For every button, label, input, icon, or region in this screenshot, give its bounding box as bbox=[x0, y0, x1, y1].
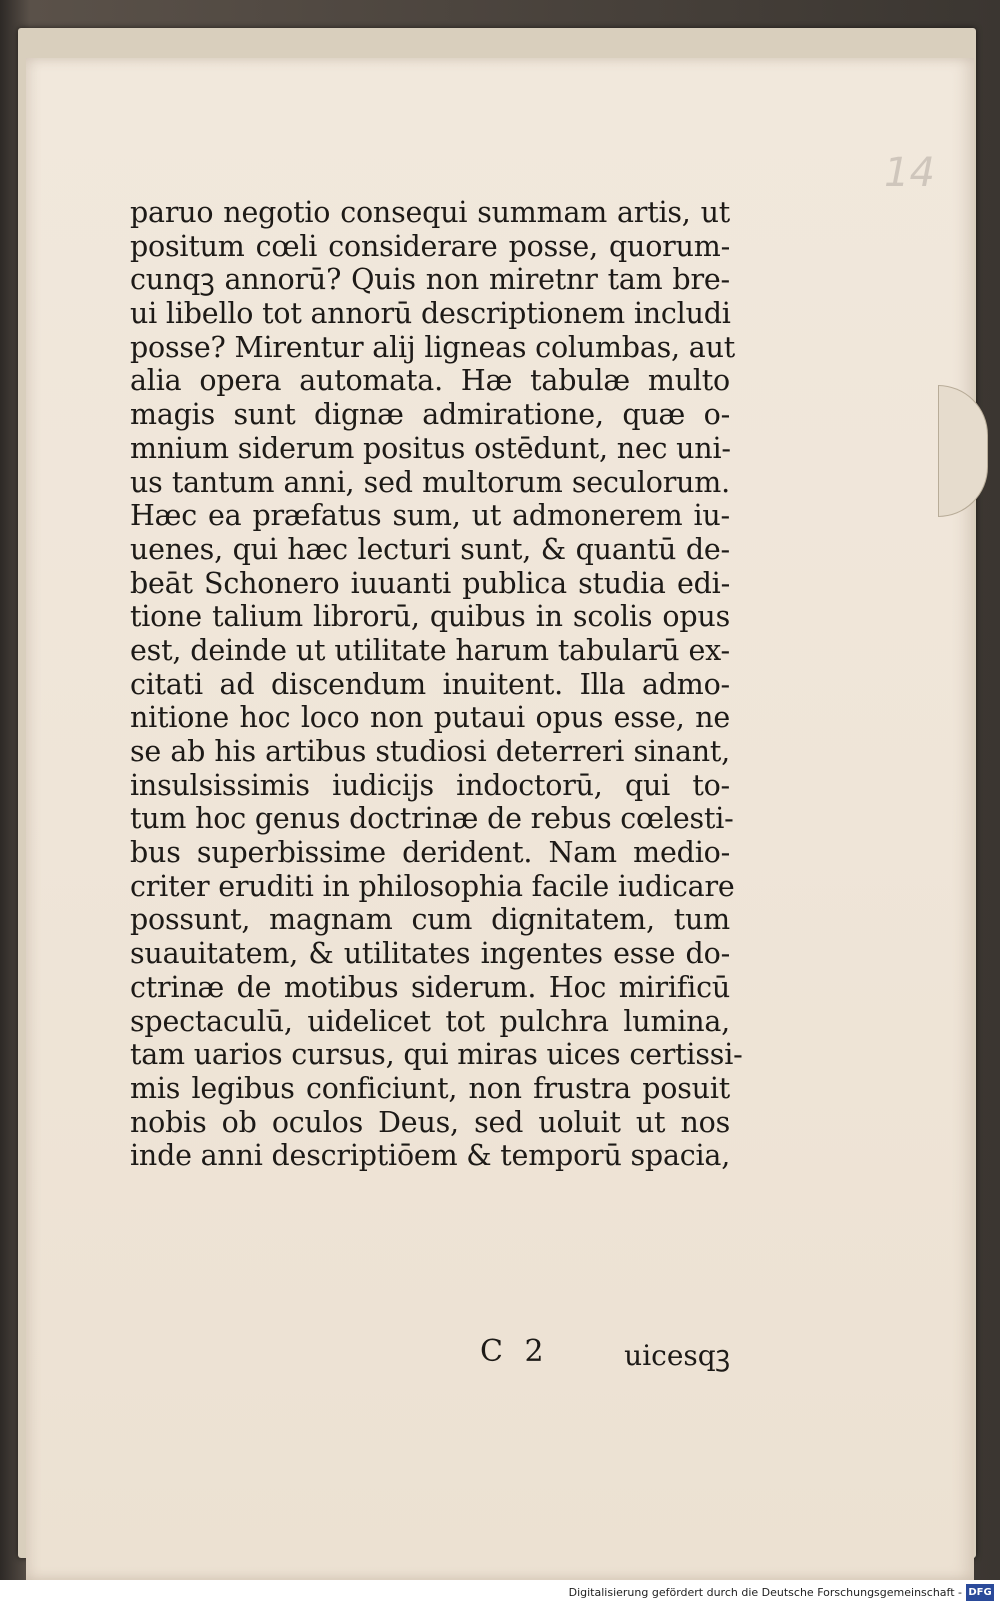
text-line: tione talium librorū, quibus in scolis opus bbox=[130, 600, 730, 634]
text-line: tum hoc genus doctrinæ de rebus cœlesti- bbox=[130, 802, 734, 836]
text-line: nobis ob oculos Deus, sed uoluit ut nos bbox=[130, 1105, 730, 1139]
text-line: insulsissimis iudicijs indoctorū, qui to- bbox=[130, 768, 730, 802]
thumb-tab bbox=[938, 385, 988, 517]
text-line: alia opera automata. Hæ tabulæ multo bbox=[130, 364, 730, 398]
text-line: est, deinde ut utilitate harum tabularū ex- bbox=[130, 633, 730, 667]
text-line: cunqꝫ annorū? Quis non miretnr tam bre- bbox=[130, 263, 730, 297]
text-line: ctrinæ de motibus siderum. Hoc mirificū bbox=[130, 970, 730, 1004]
text-line: suauitatem, & utilitates ingentes esse do- bbox=[130, 937, 730, 971]
text-line: bus superbissime derident. Nam medio- bbox=[130, 836, 730, 870]
text-line: paruo negotio consequi summam artis, ut bbox=[130, 196, 730, 229]
text-line: citati ad discendum inuitent. Illa admo- bbox=[130, 667, 730, 701]
text-block bbox=[130, 196, 743, 1173]
text-line: spectaculū, uidelicet tot pulchra lumina, bbox=[130, 1004, 730, 1038]
book-page bbox=[26, 58, 974, 1580]
text-line: inde anni descriptiōem & temporū spacia, bbox=[130, 1139, 731, 1173]
footer-bar bbox=[0, 1580, 1000, 1607]
text-line: magis sunt dignæ admiratione, quæ o- bbox=[130, 398, 730, 432]
text-line: possunt, magnam cum dignitatem, tum bbox=[130, 903, 730, 937]
text-line: se ab his artibus studiosi deterreri sinant, bbox=[130, 735, 730, 768]
page-edge bbox=[18, 28, 976, 1558]
text-line: mis legibus conficiunt, non frustra posuit bbox=[130, 1071, 730, 1105]
page-footer-row bbox=[130, 1334, 730, 1374]
catchword: uicesqꝫ bbox=[624, 1339, 730, 1372]
text-line: posse? Mirentur alij ligneas columbas, aut bbox=[130, 330, 735, 364]
text-line: positum cœli considerare posse, quorum- bbox=[130, 229, 730, 263]
pencil-folio-number: 14 bbox=[884, 150, 935, 196]
text-line: ui libello tot annorū descriptionem includi bbox=[130, 297, 731, 331]
signature-mark: C 2 bbox=[480, 1334, 550, 1369]
text-line: mnium siderum positus ostēdunt, nec uni- bbox=[130, 431, 731, 465]
text-line: Hæc ea præfatus sum, ut admonerem iu- bbox=[130, 499, 730, 533]
funding-credit: Digitalisierung gefördert durch die Deutsche Forschungsgemeinschaft - bbox=[568, 1586, 962, 1599]
text-line: us tantum anni, sed multorum seculorum. bbox=[130, 465, 730, 499]
text-line: tam uarios cursus, qui miras uices certissi- bbox=[130, 1038, 743, 1072]
text-line: nitione hoc loco non putaui opus esse, ne bbox=[130, 701, 730, 735]
text-line: criter eruditi in philosophia facile iudicare bbox=[130, 869, 735, 903]
text-line: uenes, qui hæc lecturi sunt, & quantū de- bbox=[130, 532, 730, 566]
text-line: beāt Schonero iuuanti publica studia edi- bbox=[130, 566, 730, 600]
dfg-logo: DFG bbox=[966, 1584, 994, 1601]
